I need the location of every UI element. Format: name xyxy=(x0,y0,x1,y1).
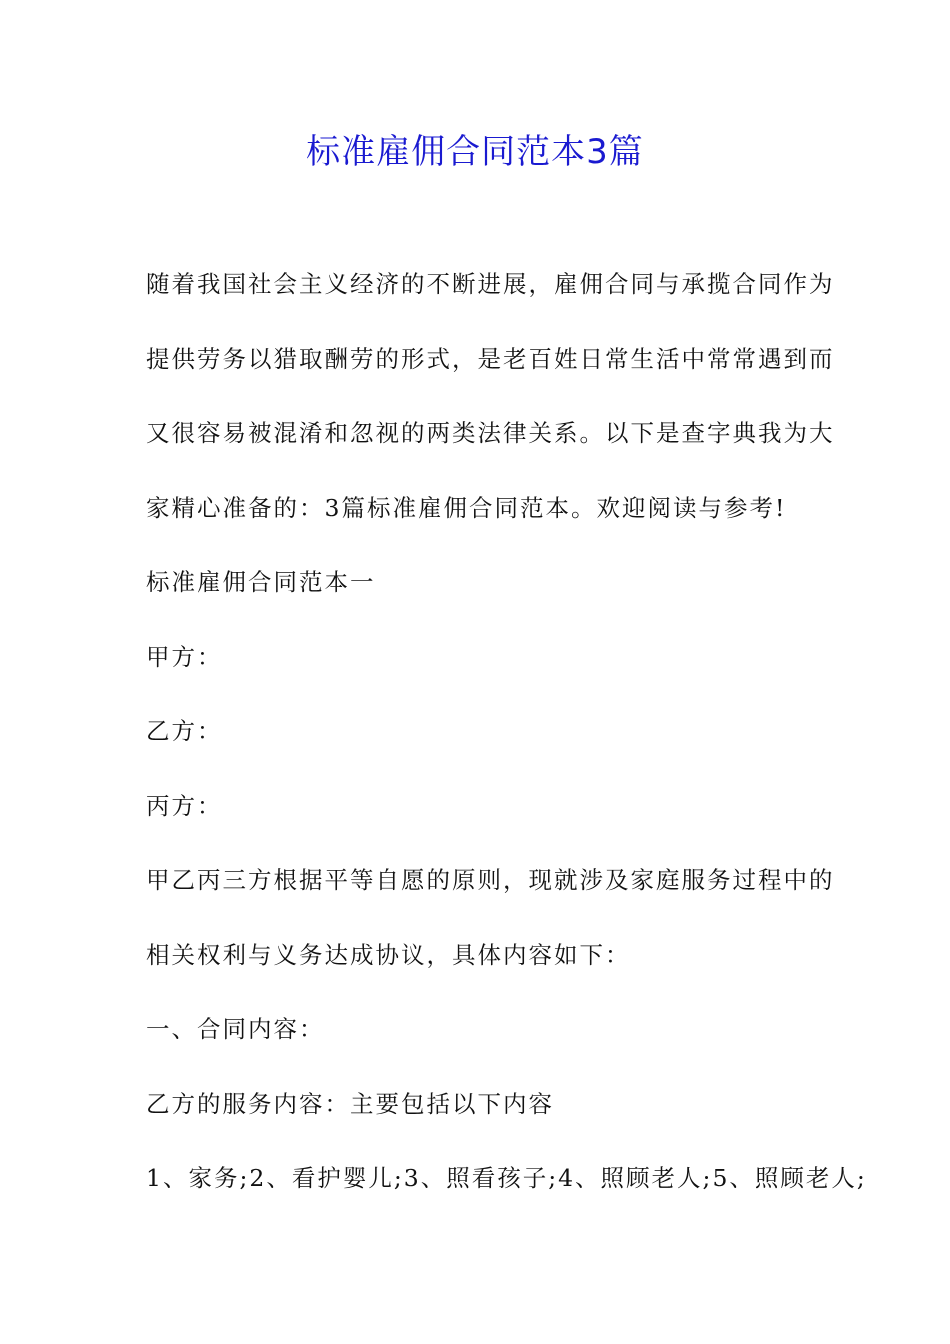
paragraph-line: 随着我国社会主义经济的不断进展，雇佣合同与承揽合同作为 xyxy=(146,270,835,298)
party-b-label: 乙方： xyxy=(146,717,223,745)
document-title: 标准雇佣合同范本3篇 xyxy=(306,132,644,172)
paragraph-line: 家精心准备的：3篇标准雇佣合同范本。欢迎阅读与参考! xyxy=(146,493,787,522)
party-a-label: 甲方： xyxy=(146,642,223,671)
document-body xyxy=(146,262,867,1231)
paragraph-line: 又很容易被混淆和忽视的两类法律关系。以下是查字典我为大 xyxy=(146,419,835,447)
paragraph-line: 提供劳务以猎取酬劳的形式，是老百姓日常生活中常常遇到而 xyxy=(146,344,835,373)
party-c-label: 丙方： xyxy=(146,791,223,820)
clause-heading: 一、合同内容： xyxy=(146,1015,325,1043)
paragraph-line: 相关权利与义务达成协议，具体内容如下： xyxy=(146,940,631,969)
section-heading: 标准雇佣合同范本一 xyxy=(146,568,376,596)
paragraph-line: 乙方的服务内容：主要包括以下内容 xyxy=(146,1089,554,1118)
paragraph-line: 甲乙丙三方根据平等自愿的原则，现就涉及家庭服务过程中的 xyxy=(146,866,835,894)
service-list-line: 1、家务;2、看护婴儿;3、照看孩子;4、照顾老人;5、照顾老人; xyxy=(146,1164,867,1192)
